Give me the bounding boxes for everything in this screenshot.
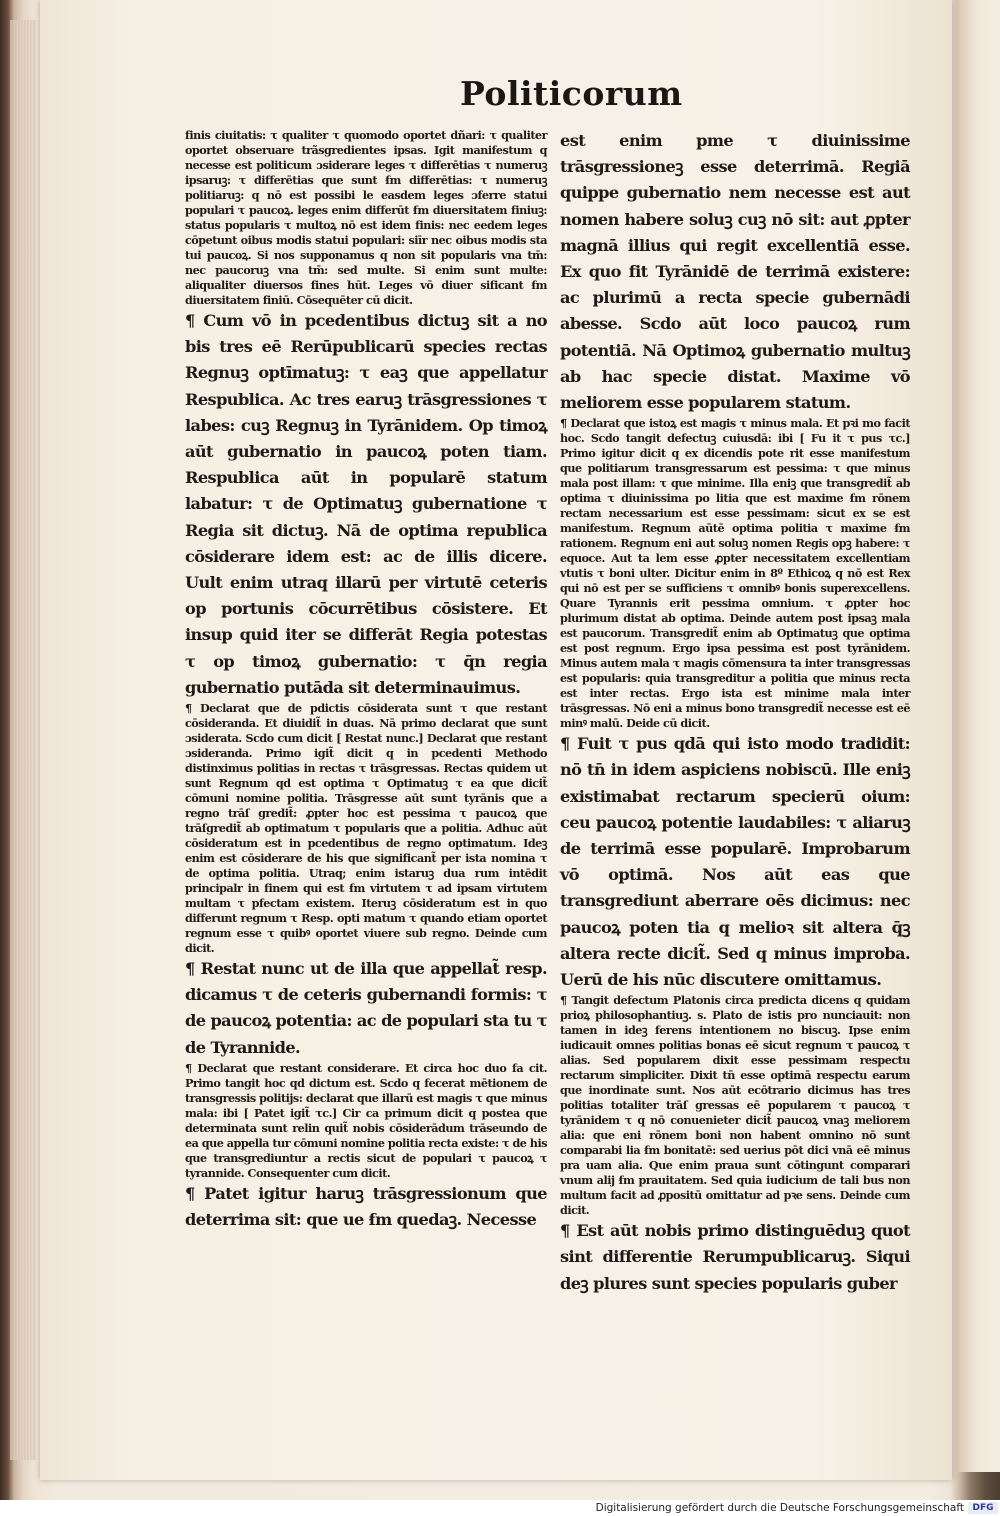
commentary-paragraph: ¶ Declarat que de pdictis cōsiderata sunt τ que restant cōsideranda. Et diuidit̃ in duas. Nā primo declarat que sunt ɔsiderata. Scdo cum dicit [ Restat nunc.] Declarat que restant ɔsideranda. Primo igit̃ dicit q in pcedenti Methodo distinximus politias in rectas τ trāsgressas. Rectas quidem ut sunt Regnum qd est optima τ Optimatuꝫ τ ea que dicit̃ cōmuni nomine politia. Trāsgresse aūt sunt tyrānis que a regno trāſ gredit̃: ꝓpter hoc est pessima τ paucoꝝ que trāſgredit̃ ab optimatum τ popularis que a politia. Adhuc aūt cōsideratum est in pcedentibus de regno optimatum. Ideꝫ enim est cōsiderare de his que significant̃ per ista nomina τ de optima politia. Utraq; enim istaruꝫ dua rum intēdit principalr in finem qui est ẜm virtutem τ ad ipsam virtutem multam τ pfectam existem. Iteruꝫ cōsideratum est in quo differunt regnum τ Resp. opti matum τ quando etiam oportet regnum esse τ quibꝰ oportet viuere sub regno. Deinde cum dicit. (185, 701, 547, 956)
commentary-paragraph: ¶ Tangit defectum Platonis circa predicta dicens q quidam prioꝝ philosophantiuꝫ. s. Plato de istis pro nunciauit: non tamen in ideꝫ ferens intentionem no biscuꝫ. Ipse enim iudicauit omnes politias bonas eē sicut regnum τ paucoꝝ τ alias. Sed popularem dixit esse pessimam respectu rectarum simpliciter. Dixit tn̄ esse optimā respectu earum que inordinate sunt. Nos aūt ecōtrario dicimus has tres politias totaliter trāſ gressas eē popularem τ paucoꝝ τ tyrānidem τ q nō conuenieter dicit̃ paucoꝝ vnaꝫ meliorem alia: que eni rōnem boni non habent omnino nō sunt comparabi lia ẜm bonitatē: sed uerius pōt dici vnā eē minus pra uam alia. Que enim praua sunt cōtingunt comparari vnum alij ẜm prauitatem. Sed quia iudicium de tali bus non multum facit ad ꝓpositū omittatur ad pꝛe sens. Deinde cum dicit. (560, 993, 910, 1218)
funding-credit: Digitalisierung gefördert durch die Deutsche Forschungsgemeinschaft (595, 1502, 964, 1514)
main-text-paragraph: ¶ Fuit τ pus qdā qui isto modo tradidit: nō tn̄ in idem aspiciens nobiscū. Ille eniꝫ existimabat rectarum specierū oium: ceu paucoꝝ potentie laudabiles: τ aliaruꝫ de terrimā esse popularē. Improbarum vō optimā. Nos aūt eas que transgrediunt aberrare oēs dicimus: nec paucoꝝ poten tia q melioꝛ sit altera q̄ꝫ altera recte dicit̃. Sed q minus improba. Uerū de his nūc discutere omittamus. (560, 734, 910, 990)
dfg-logo: DFG (968, 1502, 998, 1514)
right-column (560, 128, 910, 1293)
page-edges (10, 20, 36, 1460)
commentary-paragraph: finis ciuitatis: τ qualiter τ quomodo oportet dñari: τ qualiter oportet obseruare trãsgredientes ipsas. Igit manifestum q necesse est politicum ɔsiderare leges τ differētias τ numeruꝫ ipsaruꝫ: τ differētias que sunt ẜm differētias: τ numeruꝫ politiaruꝫ: q nō est possibi le easdem leges ɔferre statui populari τ paucoꝝ. leges enim differūt ẜm diuersitatem finiuꝫ: status popularis τ multoꝝ nō est idem finis: nec eedem leges cōpetunt oibus modis statui populari: siīr nec oibus modis sta tui paucoꝝ. Si nos supponamus q non sit popularis vna tm̄: nec paucoruꝫ vna tm̄: sed multe. Si enim sunt multe: aliqualiter diuersos fines hūt. Leges vō diuer sificant ẜm diuersitatem finiū. Cōsequēter cū dicit. (185, 128, 547, 307)
facing-page-edge (958, 0, 1000, 1472)
main-text-paragraph: ¶ Patet igitur haruꝫ trāsgressionum que deterrima sit: que ue ẜm quedaꝫ. Necesse (185, 1183, 547, 1230)
main-text-paragraph: ¶ Restat nunc ut de illa que appellat̃ resp. dicamus τ de ceteris gubernandi formis: τ de paucoꝝ potentia: ac de populari sta tu τ de Tyrannide. (185, 959, 547, 1057)
commentary-paragraph: ¶ Declarat que istoꝝ est magis τ minus mala. Et pꝛi mo facit hoc. Scdo tangit defectuꝫ cuiusdā: ibi [ Fu it τ pus τc.] Primo igitur dicit q ex dicendis pote rit esse manifestum que politiarum transgressarum est pessima: τ que minus mala post illam: τ que minime. Illa eniꝫ que transgredit̃ ab optima τ diuinissima po litia que est maxime ẜm rōnem rectam necessarium est esse pessimam: sicut ex se est manifestum. Regnum aūtē optima politia τ maxime ẜm rationem. Regnum eni aut soluꝫ nomen Regis opꝫ habere: τ equoce. Aut ta lem esse ꝓpter necessitatem excellentiam vtutis τ boni ulter. Dicitur enim in 8º Ethicoꝝ q nō est Rex qui nō est per se sufficiens τ omnibꝰ bonis superexcellens. Quare Tyrannis erit pessima omnium. τ ꝓpter hoc plurimum distat ab optima. Deinde autem post ipsaꝫ mala est paucorum. Transgredit̃ enim ab Optimatuꝫ que optima est post regnum. Ergo ipsa pessima est post tyrānidem. Minus autem mala τ magis cōmensura ta inter transgressas est popularis: quia transgreditur a politia que minus recta est inter rectas. Ergo ista est minime mala inter trāsgressas. Nō eni a minus bono transgredit̃ necesse est eē minꝰ malū. Deide cū dicit. (560, 416, 910, 731)
commentary-paragraph: ¶ Declarat que restant considerare. Et circa hoc duo fa cit. Primo tangit hoc qd dictum est. Scdo q fecerat mētionem de transgressis politijs: declarat que illarū est magis τ que minus mala: ibi [ Patet igit̃ τc.] Cir ca primum dicit q postea que determinata sunt relin quit̃ nobis cōsiderādum trāseundo de ea que appella tur cōmuni nomine politia recta existe: τ de his que transgrediuntur a rectis sicut de populari τ paucoꝝ τ tyrannide. Consequenter cum dicit. (185, 1060, 547, 1180)
running-head: Politicorum (460, 74, 683, 113)
main-text-paragraph: ¶ Cum vō in pcedentibus dictuꝫ sit a no bis tres eē Rerūpublicarū species rectas Regnuꝫ optīmatuꝫ: τ eaꝫ que appellatur Respublica. Ac tres earuꝫ trāsgressiones τ labes: cuꝫ Regnuꝫ in Tyrānidem. Op timoꝝ aūt gubernatio in paucoꝝ poten tiam. Respublica aūt in popularē statum labatur: τ de Optimatuꝫ gubernatione τ Regia sit dictuꝫ. Nā de optima republica cōsiderare idem est: ac de illis dicere. Uult enim utraq illarū per virtutē ceteris op portunis cōcurrētibus cōsistere. Et insup quid iter se differāt Regia potestas τ op timoꝝ gubernatio: τ q̄n regia gubernatio putāda sit determinauimus. (185, 311, 547, 697)
main-text-paragraph: ¶ Est aūt nobis primo distinguēduꝫ quot sint differentie Rerumpublicaruꝫ. Siqui deꝫ plures sunt species popularis guber (560, 1221, 910, 1293)
left-column (185, 128, 547, 1230)
main-text-paragraph: est enim pme τ diuinissime trāsgressioneꝫ esse deterrimā. Regiā quippe gubernatio nem necesse est aut nomen habere soluꝫ cuꝫ nō sit: aut ꝓpter magnā illius qui regit excellentiā esse. Ex quo fit Tyrānidē de terrimā existere: ac plurimū a recta specie gubernādi abesse. Scdo aūt loco paucoꝝ rum potentiā. Nā Optimoꝝ gubernatio multuꝫ ab hac specie distat. Maxime vō meliorem esse popularem statum. (560, 131, 910, 413)
